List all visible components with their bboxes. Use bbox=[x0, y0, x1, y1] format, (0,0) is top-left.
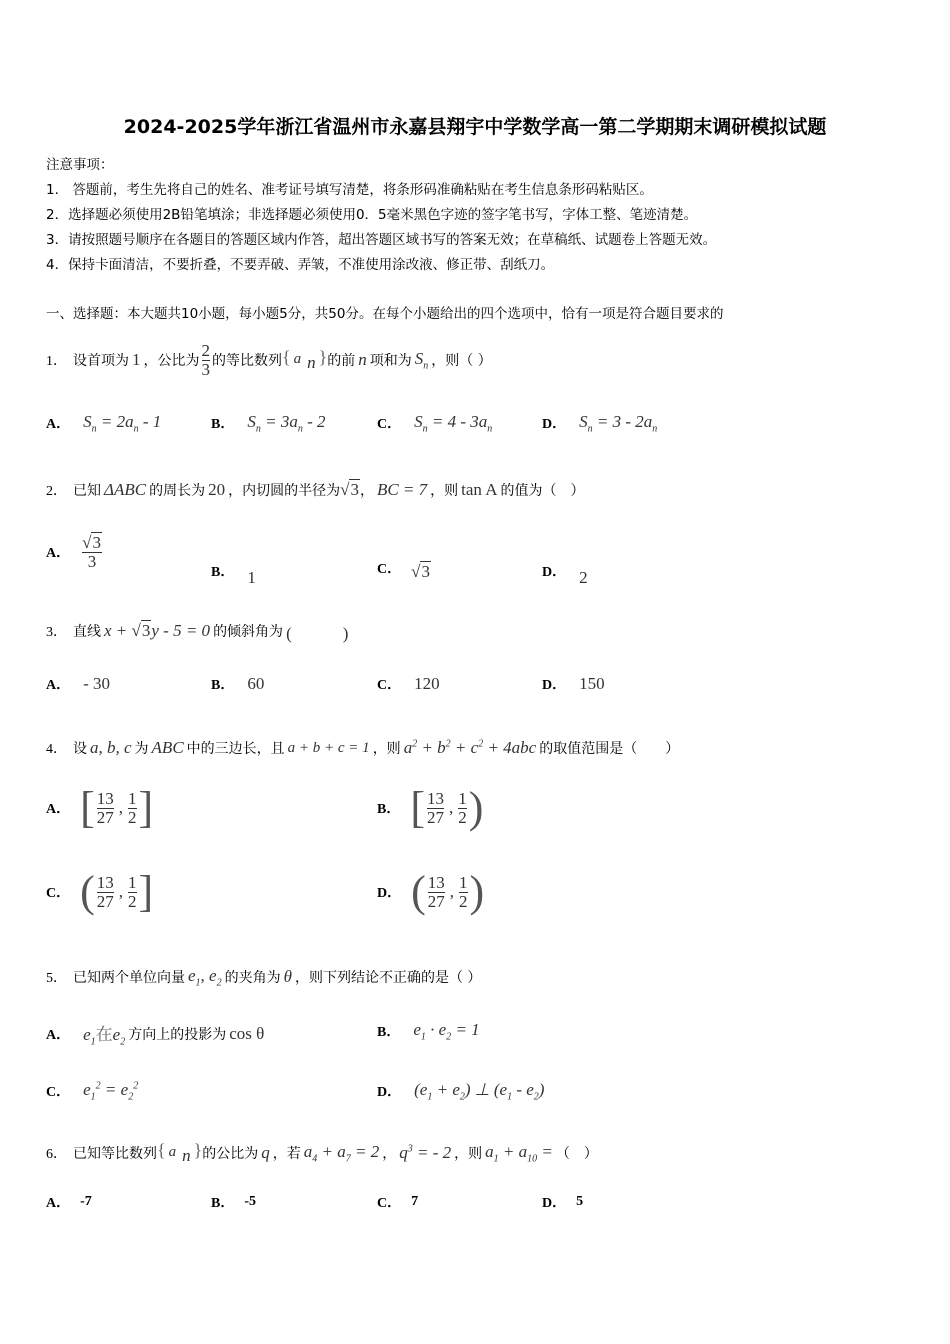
option-b[interactable]: B． 60 bbox=[211, 674, 265, 693]
option-b[interactable]: B． $S_n = 3a_n - 2$ bbox=[211, 412, 326, 435]
sqrt: √3 bbox=[340, 480, 359, 499]
question-6: 6． 已知等比数列 { a $_n$ } 的公比为 q ，若 $a_4 + a_7 = 2$ ， $q^3$ = - 2 ，则 $a_1 + a_{10}$ = （ ） bbox=[46, 1140, 598, 1165]
option-c[interactable]: C． $S_n = 4 - 3a_n$ bbox=[377, 412, 493, 435]
option-a[interactable]: A． -7 bbox=[46, 1194, 92, 1211]
option-a[interactable]: A． [ $\frac{13}{27}$ , $\frac{1}{2}$ ] bbox=[46, 783, 154, 832]
section-heading: 一、选择题：本大题共10小题，每小题5分，共50分。在每个小题给出的四个选项中，恰有一项是符合题目要求的 bbox=[46, 306, 724, 322]
option-a[interactable]: A． $\frac{√3}{3}$ bbox=[46, 533, 101, 571]
option-a[interactable]: A． - 30 bbox=[46, 674, 111, 693]
option-c[interactable]: C． √3 bbox=[377, 562, 430, 581]
option-d[interactable]: D． ( $\frac{13}{27}$ , $\frac{1}{2}$ ) bbox=[377, 867, 485, 916]
page-title: 2024-2025学年浙江省温州市永嘉县翔宇中学数学高一第二学期期末调研模拟试题 bbox=[123, 116, 827, 138]
note-item: 3．请按照题号顺序在各题目的答题区域内作答，超出答题区域书写的答案无效；在草稿纸、试题卷上答题无效。 bbox=[46, 232, 717, 248]
note-item: 1. 答题前，考生先将自己的姓名、准考证号填写清楚，将条形码准确粘贴在考生信息条形码粘贴区。 bbox=[46, 182, 653, 198]
option-c[interactable]: C． 7 bbox=[377, 1194, 419, 1211]
note-item: 4．保持卡面清洁，不要折叠，不要弄破、弄皱，不准使用涂改液、修正带、刮纸刀。 bbox=[46, 257, 555, 273]
notes-heading: 注意事项： bbox=[46, 157, 114, 173]
option-a[interactable]: A． $S_n = 2a_n - 1$ bbox=[46, 412, 162, 435]
question-5: 5． 已知两个单位向量 $e_1$, $e_2$ 的夹角为 θ ，则下列结论不正确的是（ ） bbox=[46, 965, 482, 989]
option-d[interactable]: D． $(e_1 + e_2)$ ⊥ $(e_1 - e_2)$ bbox=[377, 1080, 545, 1103]
option-b[interactable]: B． 1 bbox=[211, 565, 256, 587]
question-1: 1． 设首项为 1 ，公比为 $\frac{2}{3}$ 的等比数列 { a $_n$ } 的前 n 项和为 $S_n$ ，则（ ） bbox=[46, 340, 492, 379]
fraction: $\frac{2}{3}$ bbox=[201, 340, 210, 379]
option-d[interactable]: D． 150 bbox=[542, 674, 605, 693]
sequence-brace: { a $_n$ } bbox=[282, 347, 328, 372]
question-3: 3． 直线 x + √3y - 5 = 0 的倾斜角为 ( ) bbox=[46, 621, 349, 643]
option-c[interactable]: C． ( $\frac{13}{27}$ , $\frac{1}{2}$ ] bbox=[46, 867, 154, 916]
option-a[interactable]: A． $e_1$在$e_2$ 方向上的投影为 cos θ bbox=[46, 1023, 265, 1048]
question-2: 2． 已知 ΔABC 的周长为 20 ，内切圆的半径为 √3 ， BC = 7 ，则 tan A 的值为（ ） bbox=[46, 480, 585, 499]
option-d[interactable]: D． 5 bbox=[542, 1194, 584, 1211]
option-c[interactable]: C． 120 bbox=[377, 674, 440, 693]
note-item: 2．选择题必须使用2B铅笔填涂；非选择题必须使用0．5毫米黑色字迹的签字笔书写，字体工整、笔迹清楚。 bbox=[46, 207, 698, 223]
option-b[interactable]: B． $e_1 \cdot e_2 = 1$ bbox=[377, 1020, 480, 1043]
option-d[interactable]: D． $S_n = 3 - 2a_n$ bbox=[542, 412, 658, 435]
option-c[interactable]: C． $e_1^2 = e_2^2$ bbox=[46, 1080, 139, 1103]
question-4: 4． 设 a, b, c 为 ABC 中的三边长，且 a + b + c = 1 ，则 $a^2 + b^2 + c^2 + 4abc$ 的取值范围是（ ） bbox=[46, 738, 680, 757]
option-b[interactable]: B． [ $\frac{13}{27}$ , $\frac{1}{2}$ ) bbox=[377, 783, 484, 832]
option-b[interactable]: B． -5 bbox=[211, 1194, 257, 1211]
option-d[interactable]: D． 2 bbox=[542, 565, 588, 587]
question-number: 1． bbox=[46, 354, 67, 369]
